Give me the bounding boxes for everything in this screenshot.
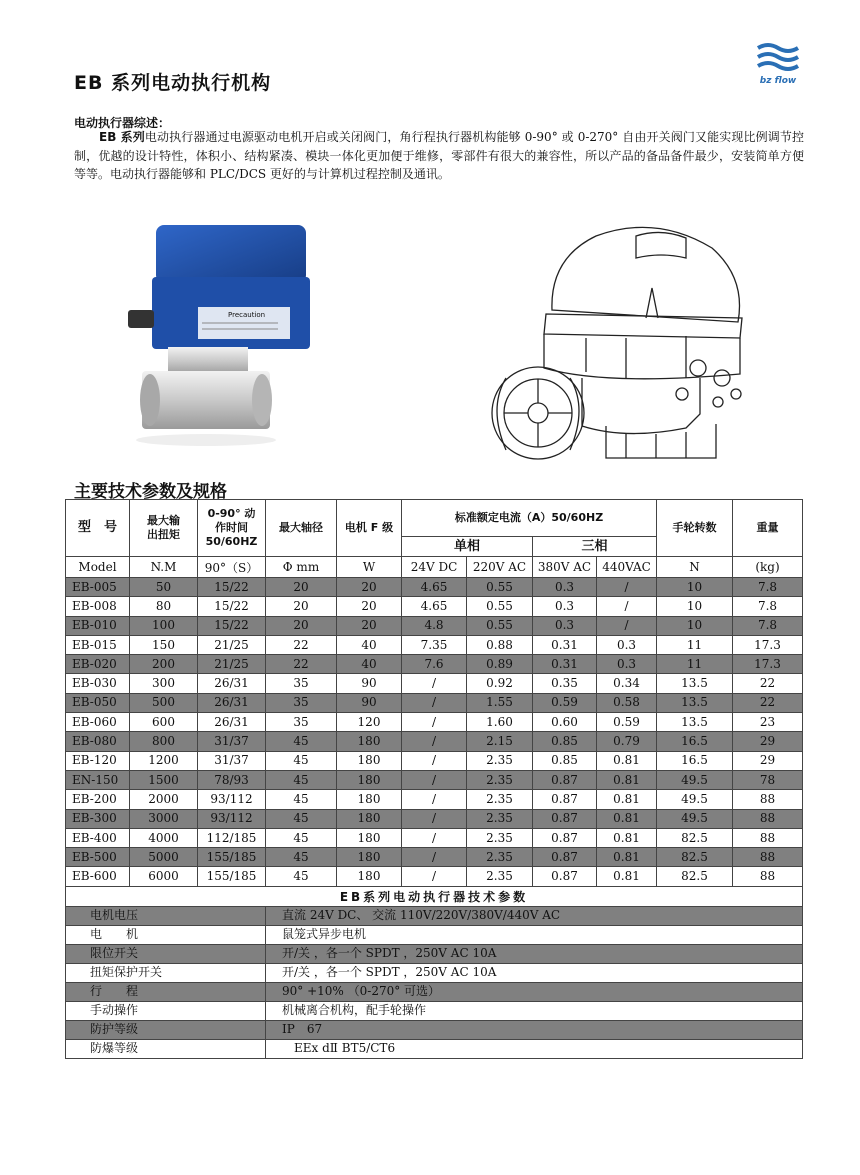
cell-weight: 88 (733, 848, 803, 867)
cell-dc24: / (402, 751, 467, 770)
spec-row (66, 944, 803, 963)
table-header-row (66, 500, 803, 537)
cell-ac440: 0.81 (597, 790, 657, 809)
cell-turns: 13.5 (657, 674, 733, 693)
cell-weight: 88 (733, 809, 803, 828)
actuator-photo (128, 215, 328, 450)
cell-time: 155/185 (198, 848, 266, 867)
unit-cell: 440VAC (597, 557, 657, 578)
cell-model: EB-008 (66, 597, 130, 616)
cell-time: 15/22 (198, 616, 266, 635)
cell-ac380: 0.85 (533, 751, 597, 770)
cell-ac380: 0.87 (533, 790, 597, 809)
cell-turns: 82.5 (657, 867, 733, 886)
table-row (66, 597, 803, 616)
cell-turns: 10 (657, 616, 733, 635)
spec-label: 扭矩保护开关 (66, 963, 266, 982)
spec-value: EEx dⅡ BT5/CT6 (266, 1039, 803, 1058)
page-title: EB 系列电动执行机构 (74, 72, 272, 94)
cell-time: 93/112 (198, 790, 266, 809)
cell-weight: 17.3 (733, 655, 803, 674)
cell-model: EB-005 (66, 578, 130, 597)
cell-model: EN-150 (66, 770, 130, 789)
spec-value: IP 67 (266, 1020, 803, 1039)
cell-ac220: 0.89 (467, 655, 533, 674)
cell-ac380: 0.3 (533, 597, 597, 616)
cell-torque: 2000 (130, 790, 198, 809)
cell-dc24: 4.65 (402, 597, 467, 616)
cell-torque: 4000 (130, 828, 198, 847)
cell-torque: 150 (130, 635, 198, 654)
cell-shaft: 35 (266, 713, 337, 732)
header-model: 型 号 (66, 500, 130, 557)
cell-turns: 82.5 (657, 848, 733, 867)
cell-time: 31/37 (198, 732, 266, 751)
cell-ac380: 0.87 (533, 770, 597, 789)
cell-weight: 88 (733, 790, 803, 809)
spec-row (66, 982, 803, 1001)
cell-ac440: 0.81 (597, 867, 657, 886)
cell-ac220: 2.35 (467, 751, 533, 770)
spec-label: 行 程 (66, 982, 266, 1001)
unit-cell: 24V DC (402, 557, 467, 578)
header-motor: 电机 F 级 (337, 500, 402, 557)
cell-ac380: 0.87 (533, 809, 597, 828)
cell-dc24: 4.65 (402, 578, 467, 597)
cell-time: 15/22 (198, 578, 266, 597)
cell-shaft: 45 (266, 828, 337, 847)
intro-paragraph (74, 128, 804, 184)
cell-motor: 20 (337, 578, 402, 597)
cell-time: 21/25 (198, 635, 266, 654)
cell-shaft: 45 (266, 790, 337, 809)
cell-turns: 16.5 (657, 751, 733, 770)
cell-ac440: 0.81 (597, 751, 657, 770)
cell-ac440: 0.81 (597, 770, 657, 789)
photo-label: Precaution (228, 311, 266, 319)
cell-ac380: 0.35 (533, 674, 597, 693)
cell-dc24: / (402, 867, 467, 886)
unit-cell: Model (66, 557, 130, 578)
spec-title-row (66, 886, 803, 906)
cell-ac220: 0.55 (467, 616, 533, 635)
cell-weight: 17.3 (733, 635, 803, 654)
cell-ac440: 0.3 (597, 655, 657, 674)
cell-turns: 82.5 (657, 828, 733, 847)
cell-ac440: 0.3 (597, 635, 657, 654)
table-row (66, 578, 803, 597)
spec-row (66, 906, 803, 925)
cell-model: EB-600 (66, 867, 130, 886)
header-single-phase: 单相 (402, 537, 533, 557)
wave-logo-icon (752, 40, 804, 76)
cell-torque: 5000 (130, 848, 198, 867)
unit-cell: N.M (130, 557, 198, 578)
cell-motor: 180 (337, 770, 402, 789)
table-row (66, 732, 803, 751)
cell-turns: 49.5 (657, 770, 733, 789)
cell-time: 155/185 (198, 867, 266, 886)
cell-weight: 7.8 (733, 578, 803, 597)
cell-turns: 49.5 (657, 809, 733, 828)
brand-name: bz flow (759, 76, 797, 86)
cell-weight: 88 (733, 828, 803, 847)
cell-ac380: 0.31 (533, 655, 597, 674)
cell-turns: 10 (657, 578, 733, 597)
cell-dc24: / (402, 713, 467, 732)
cell-dc24: / (402, 770, 467, 789)
actuator-drawing (486, 218, 748, 466)
cell-model: EB-015 (66, 635, 130, 654)
cell-ac220: 2.35 (467, 809, 533, 828)
unit-cell: (kg) (733, 557, 803, 578)
cell-ac380: 0.59 (533, 693, 597, 712)
cell-dc24: / (402, 790, 467, 809)
unit-cell: 220V AC (467, 557, 533, 578)
cell-model: EB-200 (66, 790, 130, 809)
unit-cell: Φ mm (266, 557, 337, 578)
table-row (66, 867, 803, 886)
cell-dc24: 7.35 (402, 635, 467, 654)
spec-value: 90° +10% （0-270° 可选） (266, 982, 803, 1001)
cell-ac440: 0.81 (597, 848, 657, 867)
spec-table (65, 499, 803, 1059)
header-shaft: 最大轴径 (266, 500, 337, 557)
header-weight: 重量 (733, 500, 803, 557)
cell-motor: 20 (337, 597, 402, 616)
spec-value: 机械离合机构，配手轮操作 (266, 1001, 803, 1020)
cell-torque: 100 (130, 616, 198, 635)
cell-shaft: 45 (266, 770, 337, 789)
cell-ac440: 0.58 (597, 693, 657, 712)
cell-weight: 23 (733, 713, 803, 732)
cell-ac220: 2.35 (467, 770, 533, 789)
cell-torque: 80 (130, 597, 198, 616)
cell-motor: 180 (337, 790, 402, 809)
cell-weight: 29 (733, 751, 803, 770)
cell-time: 112/185 (198, 828, 266, 847)
cell-shaft: 22 (266, 655, 337, 674)
cell-ac380: 0.85 (533, 732, 597, 751)
cell-shaft: 45 (266, 867, 337, 886)
cell-model: EB-010 (66, 616, 130, 635)
cell-torque: 1200 (130, 751, 198, 770)
cell-weight: 29 (733, 732, 803, 751)
spec-row (66, 1020, 803, 1039)
cell-ac220: 0.92 (467, 674, 533, 693)
cell-ac220: 1.60 (467, 713, 533, 732)
brand-logo (752, 40, 804, 90)
cell-shaft: 45 (266, 732, 337, 751)
cell-weight: 22 (733, 693, 803, 712)
table-row (66, 809, 803, 828)
cell-motor: 180 (337, 809, 402, 828)
cell-motor: 180 (337, 848, 402, 867)
table-row (66, 693, 803, 712)
cell-model: EB-020 (66, 655, 130, 674)
table-row (66, 635, 803, 654)
cell-weight: 88 (733, 867, 803, 886)
intro-lead: EB 系列 (99, 130, 145, 144)
cell-ac220: 0.55 (467, 578, 533, 597)
cell-motor: 180 (337, 867, 402, 886)
cell-turns: 49.5 (657, 790, 733, 809)
cell-ac380: 0.3 (533, 616, 597, 635)
cell-motor: 90 (337, 674, 402, 693)
cell-torque: 300 (130, 674, 198, 693)
cell-motor: 180 (337, 828, 402, 847)
cell-shaft: 22 (266, 635, 337, 654)
header-time: 0-90° 动 作时间 50/60HZ (198, 500, 266, 557)
header-torque: 最大输 出扭矩 (130, 500, 198, 557)
table-row (66, 848, 803, 867)
cell-time: 78/93 (198, 770, 266, 789)
cell-torque: 200 (130, 655, 198, 674)
cell-motor: 180 (337, 751, 402, 770)
cell-time: 26/31 (198, 674, 266, 693)
cell-motor: 180 (337, 732, 402, 751)
cell-motor: 40 (337, 655, 402, 674)
cell-torque: 50 (130, 578, 198, 597)
cell-model: EB-120 (66, 751, 130, 770)
cell-ac440: 0.81 (597, 828, 657, 847)
cell-time: 21/25 (198, 655, 266, 674)
cell-turns: 11 (657, 635, 733, 654)
cell-time: 15/22 (198, 597, 266, 616)
cell-ac440: 0.59 (597, 713, 657, 732)
cell-dc24: 7.6 (402, 655, 467, 674)
cell-ac380: 0.31 (533, 635, 597, 654)
cell-weight: 22 (733, 674, 803, 693)
unit-cell: 90°（S） (198, 557, 266, 578)
cell-model: EB-060 (66, 713, 130, 732)
header-current: 标准额定电流（A）50/60HZ (402, 500, 657, 537)
spec-value: 开/关 ，各一个 SPDT ，250V AC 10A (266, 963, 803, 982)
cell-dc24: / (402, 693, 467, 712)
cell-turns: 13.5 (657, 693, 733, 712)
table-row (66, 770, 803, 789)
spec-label: 手动操作 (66, 1001, 266, 1020)
cell-turns: 11 (657, 655, 733, 674)
cell-ac380: 0.87 (533, 828, 597, 847)
header-three-phase: 三相 (533, 537, 657, 557)
cell-motor: 40 (337, 635, 402, 654)
cell-dc24: / (402, 828, 467, 847)
units-row (66, 557, 803, 578)
cell-ac440: 0.81 (597, 809, 657, 828)
cell-ac220: 2.35 (467, 790, 533, 809)
unit-cell: 380V AC (533, 557, 597, 578)
cell-shaft: 20 (266, 578, 337, 597)
table-row (66, 713, 803, 732)
cell-dc24: / (402, 809, 467, 828)
table-row (66, 655, 803, 674)
spec-label: 防护等级 (66, 1020, 266, 1039)
table-row (66, 828, 803, 847)
header-turns: 手轮转数 (657, 500, 733, 557)
cell-motor: 120 (337, 713, 402, 732)
cell-ac220: 2.35 (467, 828, 533, 847)
cell-model: EB-300 (66, 809, 130, 828)
table-row (66, 751, 803, 770)
cell-torque: 1500 (130, 770, 198, 789)
cell-weight: 7.8 (733, 616, 803, 635)
spec-value: 直流 24V DC、 交流 110V/220V/380V/440V AC (266, 906, 803, 925)
cell-shaft: 20 (266, 597, 337, 616)
cell-torque: 600 (130, 713, 198, 732)
cell-ac380: 0.60 (533, 713, 597, 732)
cell-torque: 800 (130, 732, 198, 751)
cell-turns: 16.5 (657, 732, 733, 751)
cell-ac220: 0.88 (467, 635, 533, 654)
table-row (66, 674, 803, 693)
cell-shaft: 35 (266, 674, 337, 693)
cell-shaft: 45 (266, 751, 337, 770)
cell-motor: 20 (337, 616, 402, 635)
cell-model: EB-030 (66, 674, 130, 693)
cell-ac220: 1.55 (467, 693, 533, 712)
cell-turns: 13.5 (657, 713, 733, 732)
spec-label: 电机电压 (66, 906, 266, 925)
cell-torque: 3000 (130, 809, 198, 828)
table-row (66, 790, 803, 809)
intro-text: 电动执行器通过电源驱动电机开启或关闭阀门，角行程执行器机构能够 0-90° 或 0-270° 自由开关阀门又能实现比例调节控制，优越的设计特性，体积小、结构紧凑、模块一体化更加便于维修，零部件有很大的兼容性，所以产品的备品备件最少，安装简单方便等等。电动执行器能够和 PLC/DCS 更好的与计算机过程控制及通讯。 (74, 130, 804, 181)
cell-ac220: 2.35 (467, 867, 533, 886)
spec-label: 限位开关 (66, 944, 266, 963)
cell-model: EB-080 (66, 732, 130, 751)
cell-ac220: 0.55 (467, 597, 533, 616)
spec-row (66, 1039, 803, 1058)
spec-row (66, 925, 803, 944)
cell-ac440: / (597, 597, 657, 616)
cell-model: EB-400 (66, 828, 130, 847)
cell-model: EB-500 (66, 848, 130, 867)
spec-value: 开/关 ，各一个 SPDT ，250V AC 10A (266, 944, 803, 963)
section-title: 主要技术参数及规格 (74, 482, 227, 502)
cell-time: 26/31 (198, 713, 266, 732)
cell-dc24: / (402, 732, 467, 751)
cell-shaft: 35 (266, 693, 337, 712)
cell-time: 93/112 (198, 809, 266, 828)
cell-torque: 6000 (130, 867, 198, 886)
cell-ac440: 0.34 (597, 674, 657, 693)
cell-ac220: 2.35 (467, 848, 533, 867)
spec-value: 鼠笼式异步电机 (266, 925, 803, 944)
spec-label: 防爆等级 (66, 1039, 266, 1058)
cell-ac220: 2.15 (467, 732, 533, 751)
spec-row (66, 963, 803, 982)
cell-ac380: 0.87 (533, 848, 597, 867)
cell-dc24: 4.8 (402, 616, 467, 635)
cell-shaft: 45 (266, 809, 337, 828)
cell-shaft: 45 (266, 848, 337, 867)
cell-shaft: 20 (266, 616, 337, 635)
cell-ac380: 0.87 (533, 867, 597, 886)
cell-motor: 90 (337, 693, 402, 712)
cell-ac440: 0.79 (597, 732, 657, 751)
cell-time: 26/31 (198, 693, 266, 712)
cell-turns: 10 (657, 597, 733, 616)
unit-cell: W (337, 557, 402, 578)
spec-label: 电 机 (66, 925, 266, 944)
cell-dc24: / (402, 674, 467, 693)
cell-ac440: / (597, 578, 657, 597)
spec-row (66, 1001, 803, 1020)
cell-ac380: 0.3 (533, 578, 597, 597)
spec-title: EB系列电动执行器技术参数 (66, 886, 803, 906)
intro-heading: 电动执行器综述： (74, 116, 171, 130)
cell-dc24: / (402, 848, 467, 867)
cell-weight: 78 (733, 770, 803, 789)
cell-model: EB-050 (66, 693, 130, 712)
cell-time: 31/37 (198, 751, 266, 770)
cell-torque: 500 (130, 693, 198, 712)
cell-weight: 7.8 (733, 597, 803, 616)
unit-cell: N (657, 557, 733, 578)
cell-ac440: / (597, 616, 657, 635)
table-row (66, 616, 803, 635)
